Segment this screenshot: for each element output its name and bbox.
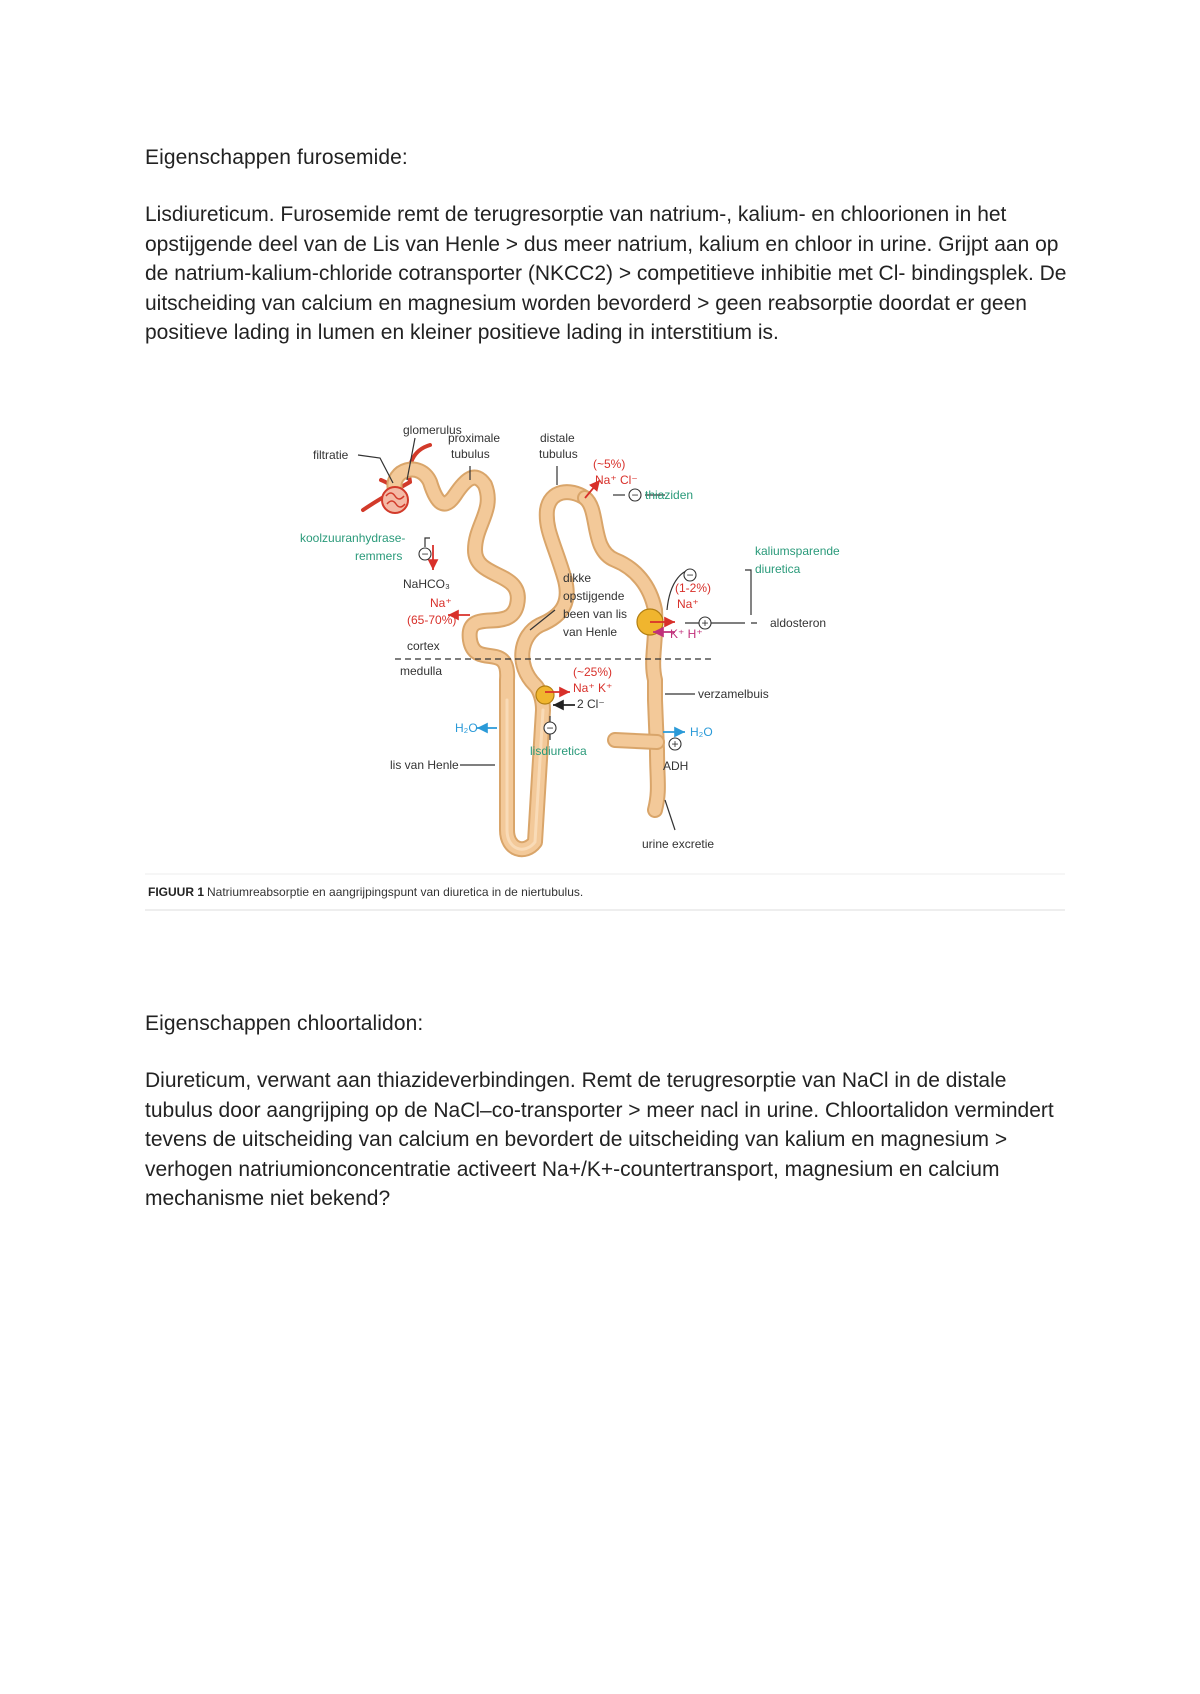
label-dikke-3: been van lis — [563, 607, 628, 621]
label-glomerulus: glomerulus — [403, 423, 462, 437]
label-adh: ADH — [663, 759, 689, 773]
label-h2o-left: H₂O — [455, 721, 478, 735]
label-kaliumsparend-2: diuretica — [755, 562, 801, 576]
inhibit-thiaziden-sign: − — [631, 488, 639, 502]
nephron-figure — [145, 410, 1065, 970]
koolzuur-line — [425, 538, 430, 547]
label-kh: K⁺ H⁺ — [670, 627, 703, 641]
label-urine-excretie: urine excretie — [642, 837, 715, 851]
section-heading-chloortalidon: Eigenschappen chloortalidon: — [145, 1012, 424, 1035]
label-koolzuur-2: remmers — [355, 549, 403, 563]
label-kaliumsparend-1: kaliumsparende — [755, 544, 840, 558]
label-proximale-1: proximale — [448, 431, 501, 445]
label-lis-van-henle: lis van Henle — [390, 758, 459, 772]
caption-label: FIGUUR 1 — [148, 885, 205, 899]
label-pct25: (~25%) — [573, 665, 613, 679]
label-dikke-2: opstijgende — [563, 589, 625, 603]
label-nacl: Na⁺ Cl⁻ — [595, 473, 638, 487]
label-nak: Na⁺ K⁺ — [573, 681, 613, 695]
caption-text: Natriumreabsorptie en aangrijpingspunt van diuretica in de niertubulus. — [207, 885, 584, 899]
label-distale-1: distale — [540, 431, 575, 445]
inhibit-lisdiuretica-sign: − — [546, 721, 554, 735]
label-thiaziden: thiaziden — [645, 488, 694, 502]
label-na-cd: Na⁺ — [677, 597, 699, 611]
stimulate-aldosteron-sign: + — [701, 616, 709, 630]
paragraph-chloortalidon: Diureticum, verwant aan thiazideverbindingen. Remt de terugresorptie van NaCl in de distale tubulus door aangrijping op de NaCl–co-transporter > meer nacl in urine. Chloortalidon vermindert tevens de uitscheiding van calcium en bevordert de uitscheiding van kalium en magnesium > verhogen natriumionconcentratie activeert Na+/K+-countertransport, magnesium en calcium mechanisme niet bekend? — [145, 1069, 1054, 1210]
label-proximale-2: tubulus — [451, 447, 490, 461]
label-na-pt: Na⁺ — [430, 596, 452, 610]
label-filtratie: filtratie — [313, 448, 349, 462]
label-h2o-right: H₂O — [690, 725, 713, 739]
label-distale-2: tubulus — [539, 447, 578, 461]
inhibit-koolzuur-sign: − — [421, 547, 429, 561]
label-aldosteron: aldosteron — [770, 616, 827, 630]
label-pct12: (1-2%) — [675, 581, 712, 595]
label-verzamelbuis: verzamelbuis — [698, 687, 769, 701]
label-nahco3: NaHCO₃ — [403, 577, 450, 591]
section-heading-furosemide: Eigenschappen furosemide: — [145, 146, 408, 169]
collecting-branch-fill — [615, 740, 657, 742]
leader-urine — [665, 800, 675, 830]
label-dikke-4: van Henle — [563, 625, 618, 639]
glomerulus-ball — [382, 487, 408, 513]
stimulate-adh-sign: + — [671, 737, 679, 751]
label-lisdiuretica: lisdiuretica — [530, 744, 587, 758]
label-cortex: cortex — [407, 639, 440, 653]
transporter-loop — [536, 686, 554, 704]
paragraph-furosemide: Lisdiureticum. Furosemide remt de terugresorptie van natrium-, kalium- en chloorionen in het opstijgende deel van de Lis van Henle > dus meer natrium, kalium en chloor in urine. Grijpt aan op de natrium-kalium-chloride cotransporter (NKCC2) > competitieve inhibitie met Cl- bindingsplek. De uitscheiding van calcium en magnesium worden bevorderd > geen reabsorptie doordat er geen positieve lading in lumen en kleiner positieve lading in interstitium is. — [145, 203, 1067, 344]
label-koolzuur-1: koolzuuranhydrase- — [300, 531, 406, 545]
nephron-diagram — [145, 410, 1065, 970]
label-2cl: 2 Cl⁻ — [577, 697, 605, 711]
inhibit-kaliumsparend-sign: − — [686, 568, 694, 582]
label-pct5: (~5%) — [593, 457, 626, 471]
label-pct6570: (65-70%) — [407, 613, 457, 627]
label-medulla: medulla — [400, 664, 443, 678]
label-dikke-1: dikke — [563, 571, 592, 585]
